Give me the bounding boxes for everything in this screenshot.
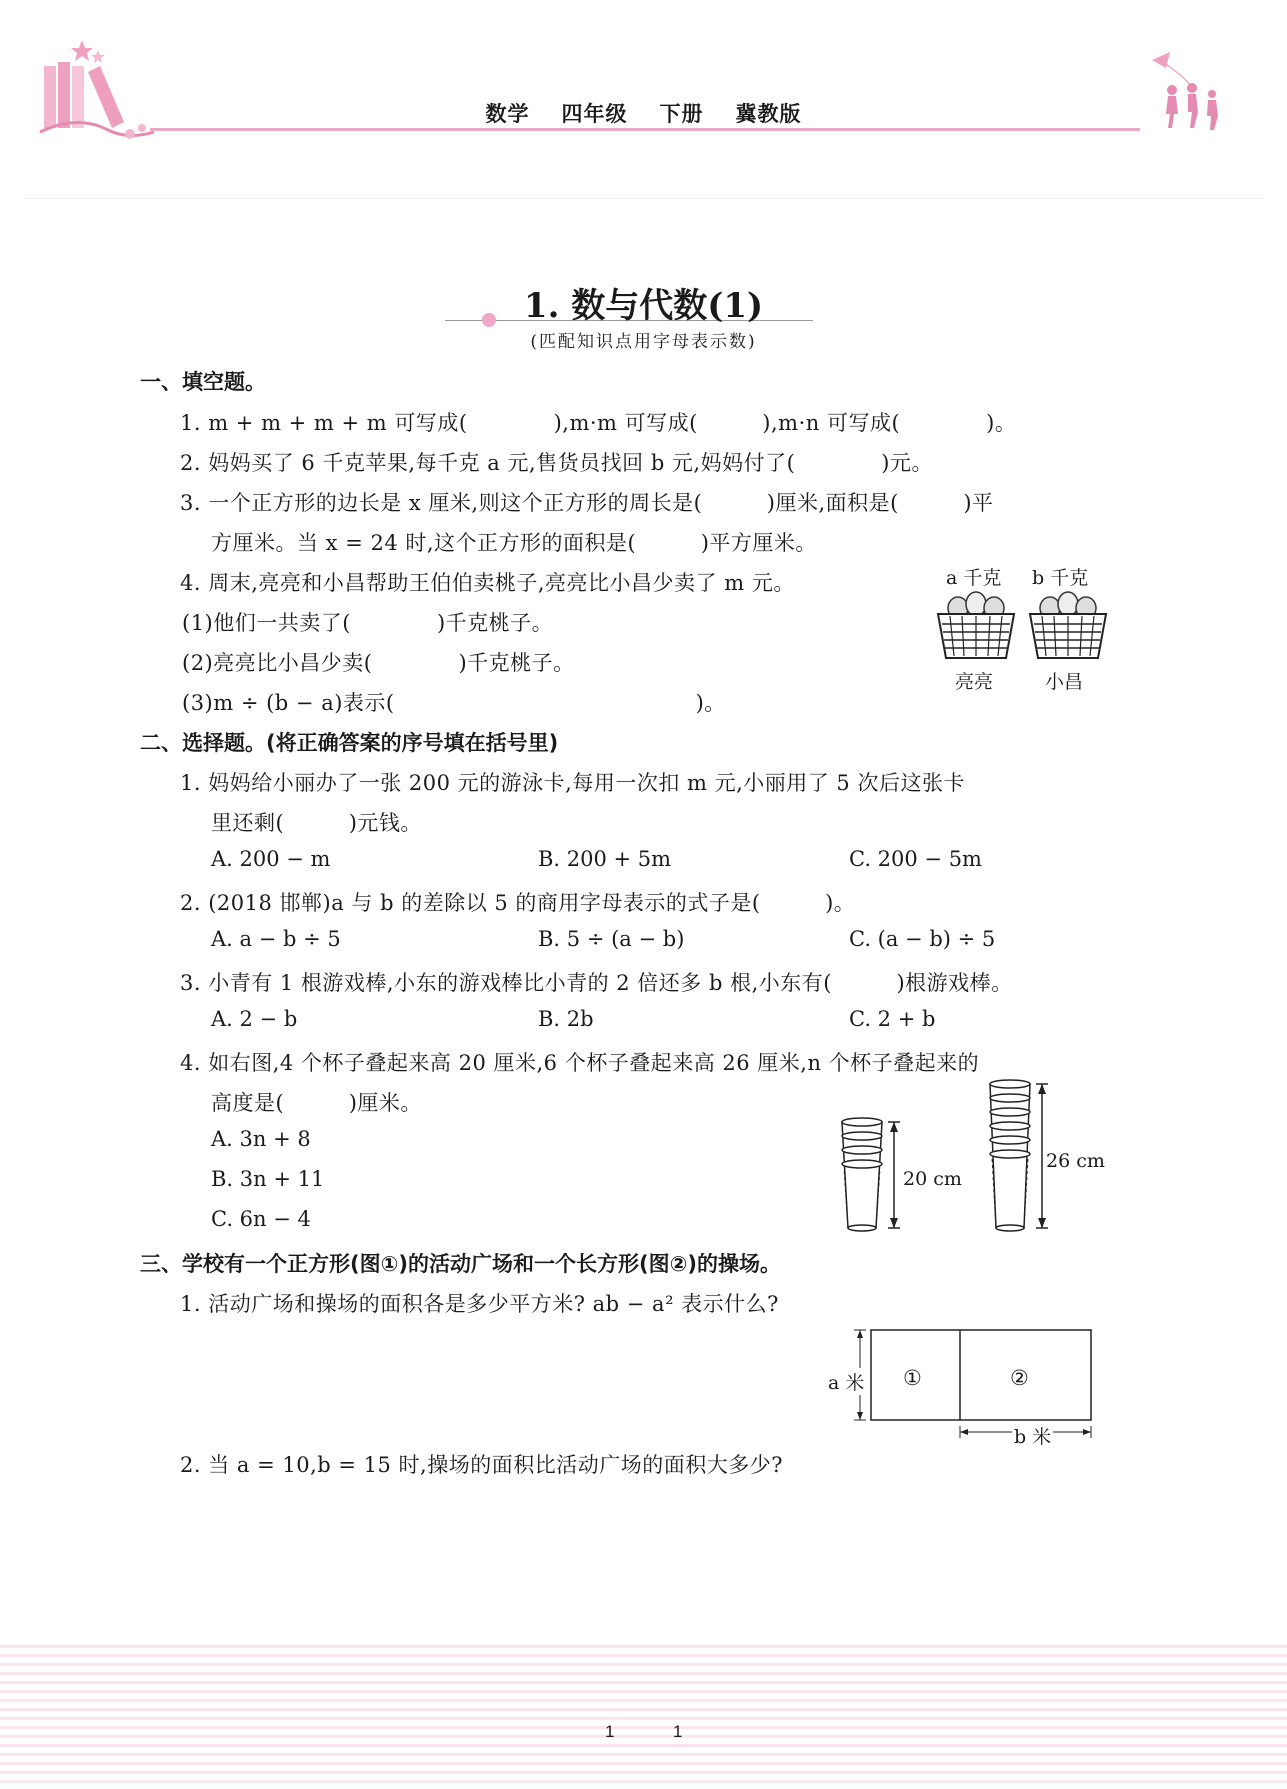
figure-side-a-label: a 米 bbox=[826, 1368, 866, 1395]
p1-question-4-sub2: (2)亮亮比小昌少卖( )千克桃子。 bbox=[182, 651, 575, 675]
p1-question-4: 4. 周末,亮亮和小昌帮助王伯伯卖桃子,亮亮比小昌少卖了 m 元。 bbox=[180, 571, 795, 595]
p2-q3-option-a: A. 2 − b bbox=[211, 1007, 298, 1031]
p2-question-1-line1: 1. 妈妈给小丽办了一张 200 元的游泳卡,每用一次扣 m 元,小丽用了 5 次后这张卡 bbox=[180, 771, 965, 795]
basket-left-name: 亮亮 bbox=[955, 671, 994, 693]
page-number-a: 1 bbox=[605, 1722, 615, 1741]
header-divider bbox=[150, 128, 1140, 131]
p2-q4-option-c: C. 6n − 4 bbox=[211, 1207, 311, 1231]
basket-right-weight: b 千克 bbox=[1032, 567, 1089, 589]
p1-question-2: 2. 妈妈买了 6 千克苹果,每千克 a 元,售货员找回 b 元,妈妈付了( )元。 bbox=[180, 451, 933, 475]
p2-q2-option-b: B. 5 ÷ (a − b) bbox=[538, 927, 685, 951]
p2-question-3: 3. 小青有 1 根游戏棒,小东的游戏棒比小青的 2 倍还多 b 根,小东有( )根游戏棒。 bbox=[180, 971, 1013, 995]
p3-question-2: 2. 当 a = 10,b = 15 时,操场的面积比活动广场的面积大多少? bbox=[180, 1453, 783, 1477]
p2-question-2: 2. (2018 邯郸)a 与 b 的差除以 5 的商用字母表示的式子是( )。 bbox=[180, 891, 856, 915]
header-frame-line bbox=[24, 198, 1264, 199]
p2-q1-option-b: B. 200 + 5m bbox=[538, 847, 672, 871]
p2-question-4-line2: 高度是( )厘米。 bbox=[211, 1091, 422, 1115]
p1-question-4-sub3: (3)m ÷ (b − a)表示( )。 bbox=[182, 691, 726, 715]
p2-q1-option-c: C. 200 − 5m bbox=[849, 847, 982, 871]
page-number-b: 1 bbox=[673, 1722, 683, 1741]
peach-baskets-illustration bbox=[936, 590, 1114, 665]
section-subtitle: (匹配知识点用字母表示数) bbox=[530, 332, 757, 352]
square-rectangle-figure bbox=[840, 1320, 1100, 1450]
part2-heading: 二、选择题。(将正确答案的序号填在括号里) bbox=[140, 731, 559, 755]
p2-question-1-line2: 里还剩( )元钱。 bbox=[211, 811, 422, 835]
p1-question-3-line2: 方厘米。当 x = 24 时,这个正方形的面积是( )平方厘米。 bbox=[211, 531, 817, 555]
p1-question-1: 1. m + m + m + m 可写成( ),m·m 可写成( ),m·n 可写成( )。 bbox=[180, 411, 1017, 435]
header-volume: 下册 bbox=[659, 101, 704, 126]
header-book-decoration bbox=[38, 36, 158, 146]
part3-heading: 三、学校有一个正方形(图①)的活动广场和一个长方形(图②)的操场。 bbox=[140, 1252, 781, 1276]
figure-two-marker: ② bbox=[1010, 1366, 1029, 1390]
section-title: 1. 数与代数(1) bbox=[523, 286, 764, 326]
header-grade: 四年级 bbox=[561, 101, 628, 126]
p2-q1-option-a: A. 200 − m bbox=[211, 847, 331, 871]
p1-question-4-sub1: (1)他们一共卖了( )千克桃子。 bbox=[182, 611, 554, 635]
p1-question-3-line1: 3. 一个正方形的边长是 x 厘米,则这个正方形的周长是( )厘米,面积是( )平 bbox=[180, 491, 994, 515]
basket-left-weight: a 千克 bbox=[946, 567, 1002, 589]
part1-heading: 一、填空题。 bbox=[140, 370, 266, 394]
p3-question-1: 1. 活动广场和操场的面积各是多少平方米? ab − a² 表示什么? bbox=[180, 1292, 779, 1316]
header-title bbox=[0, 98, 1287, 128]
cups-right-height-label: 26 cm bbox=[1046, 1150, 1105, 1172]
p2-q2-option-a: A. a − b ÷ 5 bbox=[211, 927, 341, 951]
figure-one-marker: ① bbox=[903, 1366, 922, 1390]
figure-side-b-label: b 米 bbox=[1012, 1422, 1053, 1449]
p2-q4-option-b: B. 3n + 11 bbox=[211, 1167, 325, 1191]
header-subject: 数学 bbox=[485, 101, 530, 126]
p2-q2-option-c: C. (a − b) ÷ 5 bbox=[849, 927, 996, 951]
p2-question-4-line1: 4. 如右图,4 个杯子叠起来高 20 厘米,6 个杯子叠起来高 26 厘米,n 个杯子叠起来的 bbox=[180, 1051, 980, 1075]
basket-right-name: 小昌 bbox=[1045, 671, 1084, 693]
p2-q3-option-c: C. 2 + b bbox=[849, 1007, 936, 1031]
cups-left-height-label: 20 cm bbox=[903, 1168, 962, 1190]
p2-q3-option-b: B. 2b bbox=[538, 1007, 594, 1031]
p2-q4-option-a: A. 3n + 8 bbox=[211, 1127, 311, 1151]
header-edition: 冀教版 bbox=[735, 101, 802, 126]
footer-stripes bbox=[0, 1645, 1287, 1789]
